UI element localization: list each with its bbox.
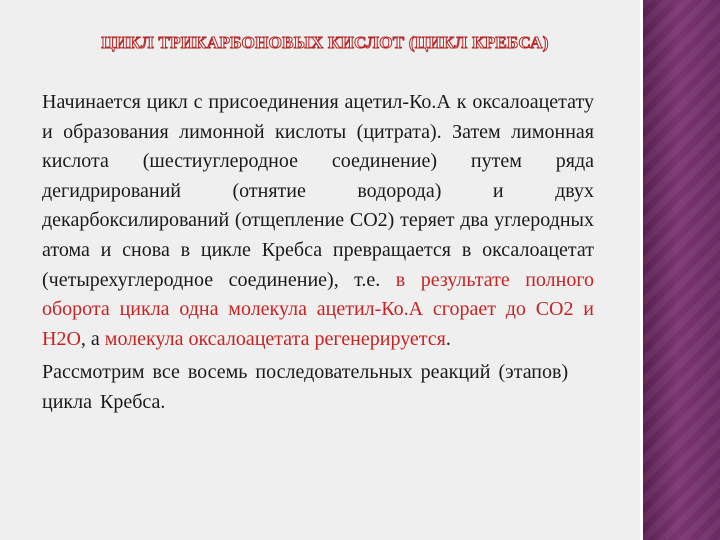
highlight-full-oxidation: в результате полного оборота цикла одна молекула ацетил-Ко.А сгорает до СО2 и Н2О: [42, 268, 595, 350]
paragraph-2: Рассмотрим все восемь последовательных реакций (этапов) цикла Кребса.: [42, 361, 569, 413]
highlight-regeneration: молекула оксалоацетата регенерируется: [104, 327, 446, 350]
slide-body: [42, 88, 594, 418]
decorative-side-band: [643, 0, 720, 540]
band-pattern: [643, 0, 720, 540]
slide-title: ЦИКЛ ТРИКАРБОНОВЫХ КИСЛОТ (ЦИКЛ КРЕБСА): [101, 33, 549, 52]
paragraph-1-intro: Начинается цикл с присоединения ацетил-Ко.А к оксалоацетату и образования лимонной кислоты (цитрата). Затем лимонная кислота (шестиуглеродное соединение) путем ряда дегидрирований (отнятие водорода) и двух декарбоксилирований (отщепление СО2) теряет два углеродных атома и снова в цикле Кребса превращается в оксалоацетат (четырехуглеродное соединение), т.е.: [42, 91, 594, 291]
paragraph-1-end: .: [445, 327, 451, 350]
paragraph-1-connector: , а: [80, 327, 100, 350]
paragraph-1: [42, 88, 594, 354]
